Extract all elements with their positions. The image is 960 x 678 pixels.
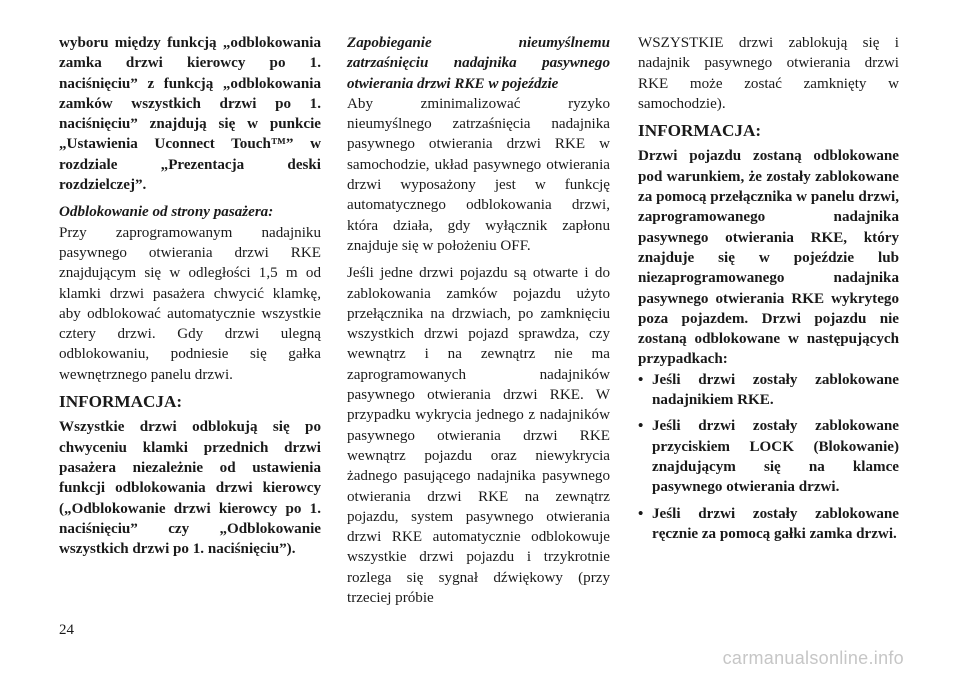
column-right (638, 33, 899, 550)
watermark: carmanualsonline.info (722, 648, 904, 668)
heading-information: INFORMACJA: (59, 392, 183, 412)
heading-information: INFORMACJA: (638, 121, 762, 141)
paragraph-passenger-unlock: Przy zaprogramowanym nadajniku pasywnego otwierania drzwi RKE znajdującym się w odległości 1,5 m od klamki drzwi pasażera chwycić klamkę, aby odblokować automatycznie wszystkie cztery drzwi. Gdy drzwi ulegną odblokowaniu, podniesie się gałka wewnętrznego panelu drzwi. (59, 224, 321, 383)
column-middle (347, 33, 610, 608)
subheading-lockout-prevention: Zapobieganie nieumyślnemu zatrzaśnięciu nadajnika pasywnego otwierania drzwi RKE w pojeździe (347, 35, 610, 92)
paragraph-info-unlock-all: Wszystkie drzwi odblokują się po chwyceniu klamki przednich drzwi pasażera niezależnie od ustawienia funkcji odblokowania drzwi kierowcy („Odblokowanie drzwi kierowcy po 1. naciśnięciu” czy „Odblokowanie wszystkich drzwi po 1. naciśnięciu”). (59, 419, 321, 558)
page-number: 24 (59, 622, 74, 638)
paragraph-auto-unlock-feature: Aby zminimalizować ryzyko nieumyślnego zatrzaśnięcia nadajnika pasywnego otwierania drzwi RKE w samochodzie, układ pasywnego otwierania drzwi wyposażony jest w funkcję automatycznego odblokowania drzwi, która działa, gdy wyłącznik zapłonu znajduje się w położeniu OFF. (347, 95, 610, 254)
paragraph-door-switch-check: Jeśli jedne drzwi pojazdu są otwarte i do zablokowania zamków pojazdu użyto przełącznika na drzwiach, po zamknięciu wszystkich drzwi pojazd sprawdza, czy wewnątrz i na zewnątrz nie ma zaprogramowanych nadajników pasywnego otwierania drzwi RKE. W przypadku wykrycia jednego z nadajników pasywnego otwierania drzwi RKE wewnątrz pojazdu oraz niewykrycia żadnego pasującego nadajnika pasywnego otwierania drzwi RKE na zewnątrz pojazdu, system pasywnego otwierania drzwi RKE automatycznie odblokowuje wszystkie drzwi pojazdu i trzykrotnie rozlega się sygnał dźwiękowy (przy trzeciej próbie (347, 265, 610, 607)
subheading-passenger-unlock: Odblokowanie od strony pasażera: (59, 204, 274, 221)
list-item: • Jeśli drzwi zostały zablokowane przyciskiem LOCK (Blokowanie) znajdującym się na klamce pasywnego otwierania drzwi. (638, 416, 899, 497)
bullet-list-exceptions (638, 370, 899, 544)
paragraph-unlock-setting: wyboru między funkcją „odblokowania zamka drzwi kierowcy po 1. naciśnięciu” z funkcją „odblokowania zamków wszystkich drzwi po 1. naciśnięciu” znajdują się w punkcie „Ustawienia Uconnect Touch™” w rozdziale „Prezentacja deski rozdzielczej”. (59, 35, 321, 194)
list-item: • Jeśli drzwi zostały zablokowane nadajnikiem RKE. (638, 370, 899, 411)
paragraph-continuation: WSZYSTKIE drzwi zablokują się i nadajnik pasywnego otwierania drzwi RKE może zostać zamknięty w samochodzie). (638, 35, 899, 112)
column-left (59, 33, 321, 566)
list-item: • Jeśli drzwi zostały zablokowane ręcznie za pomocą gałki zamka drzwi. (638, 504, 899, 545)
paragraph-info-conditions: Drzwi pojazdu zostaną odblokowane pod warunkiem, że zostały zablokowane za pomocą przełącznika w panelu drzwi, zaprogramowanego nadajnika pasywnego otwierania RKE, który znajduje się w pojeździe lub niezaprogramowanego nadajnika pasywnego otwierania RKE wykrytego poza pojazdem. Drzwi pojazdu nie zostaną odblokowane w następujących przypadkach: (638, 148, 899, 368)
